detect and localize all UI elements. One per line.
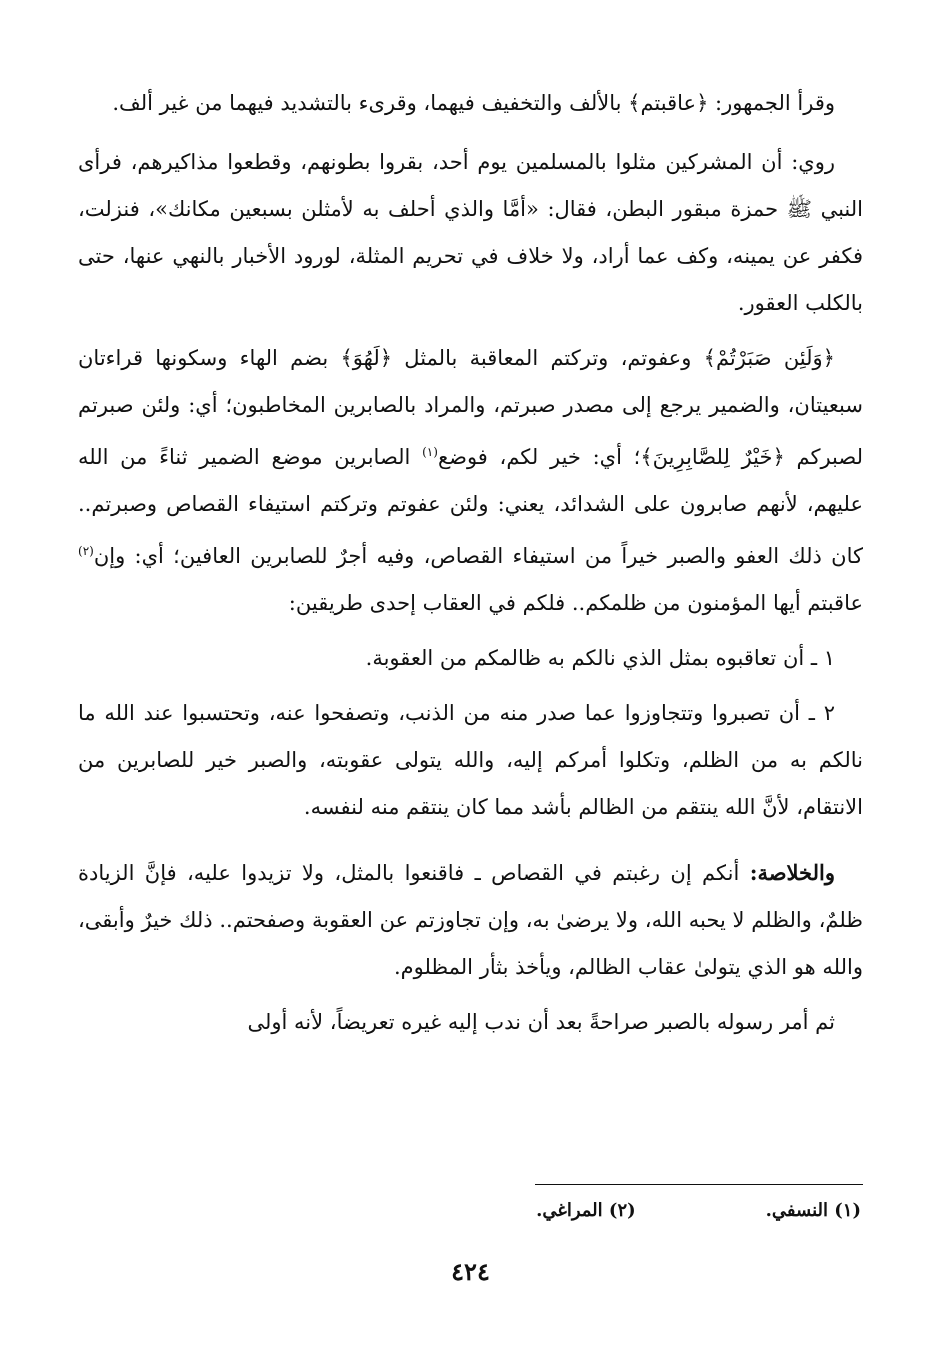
summary-text: أنكم إن رغبتم في القصاص ـ فاقنعوا بالمثل، ولا تزيدوا عليه، فإنَّ الزيادة ظلمٌ، والظلم لا يحبه الله، ولا يرضىٰ به، وإن تجاوزتم عن العقوبة وصفحتم.. ذلك خيرٌ وأبقى، والله هو الذي يتولىٰ عقاب الظالم، ويأخذ بثأر المظلوم. [78, 861, 863, 979]
paragraph-narration: روي: أن المشركين مثلوا بالمسلمين يوم أحد، بقروا بطونهم، وقطعوا مذاكيرهم، فرأى النبي ﷺ حمزة مبقور البطن، فقال: «أمَّا والذي أحلف به لأمثلن بسبعين مكانك»، فنزلت، فكفر عن يمينه، وكف عما أراد، ولا خلاف في تحريم المثلة، لورود الأخبار بالنهي عنها، حتى بالكلب العقور. [78, 150, 863, 315]
footnote-divider [535, 1184, 863, 1185]
footnote-ref-2: (٢) [78, 544, 94, 558]
tafsir-part-a: ﴿وَلَئِن صَبَرْتُمْ﴾ وعفوتم، وتركتم المعاقبة بالمثل ﴿لَهُوَ﴾ بضم الهاء وسكونها قراءتان سبعيتان، والضمير يرجع إلى مصدر صبرتم، والمراد بالصابرين المخاطبون؛ أي: ولئن صبرتم لصبركم ﴿خَيْرٌ لِلصَّابِرِينَ﴾؛ أي: خير لكم، فوضع [78, 346, 864, 469]
footnotes [78, 1200, 861, 1221]
paragraph-continuation: ثم أمر رسوله بالصبر صراحةً بعد أن ندب إليه غيره تعريضاً، لأنه أولى [247, 1010, 835, 1034]
footnote-ref-1: (١) [422, 445, 438, 459]
body-text [78, 80, 863, 1046]
tafsir-part-c: عاقبتم أيها المؤمنون من ظلمكم.. فلكم في العقاب إحدى طريقين: [288, 591, 863, 615]
footnote-2: (٢) المراغي. [536, 1200, 636, 1221]
list-item-1: ١ ـ أن تعاقبوه بمثل الذي نالكم به ظالمكم من العقوبة. [365, 646, 835, 670]
paragraph-tafsir [78, 335, 863, 627]
tafsir-part-b: الصابرين موضع الضمير ثناءً من الله عليهم، لأنهم صابرون على الشدائد، يعني: ولئن عفوتم وتركتم استيفاء القصاص وصبرتم.. كان ذلك العفو والصبر خيراً من استيفاء القصاص، وفيه أجرٌ للصابرين العافين؛ أي: وإن [78, 445, 863, 568]
page-number: ٤٢٤ [451, 1257, 490, 1286]
list-item-2: ٢ ـ أن تصبروا وتتجاوزوا عما صدر منه من الذنب، وتصفحوا عنه، وتحتسبوا عند الله ما نالكم به من الظلم، وتكلوا أمركم إليه، والله يتولى عقوبته، والصبر خير للصابرين من الانتقام، لأنَّ الله ينتقم من الظالم بأشد مما كان ينتقم منه لنفسه. [78, 701, 863, 819]
summary-label: والخلاصة: [749, 860, 835, 885]
paragraph-reading: وقرأ الجمهور: ﴿عاقبتم﴾ بالألف والتخفيف فيهما، وقرىء بالتشديد فيهما من غير ألف. [112, 91, 835, 115]
footnote-1: (١) النسفي. [765, 1200, 861, 1221]
paragraph-summary [78, 849, 863, 991]
